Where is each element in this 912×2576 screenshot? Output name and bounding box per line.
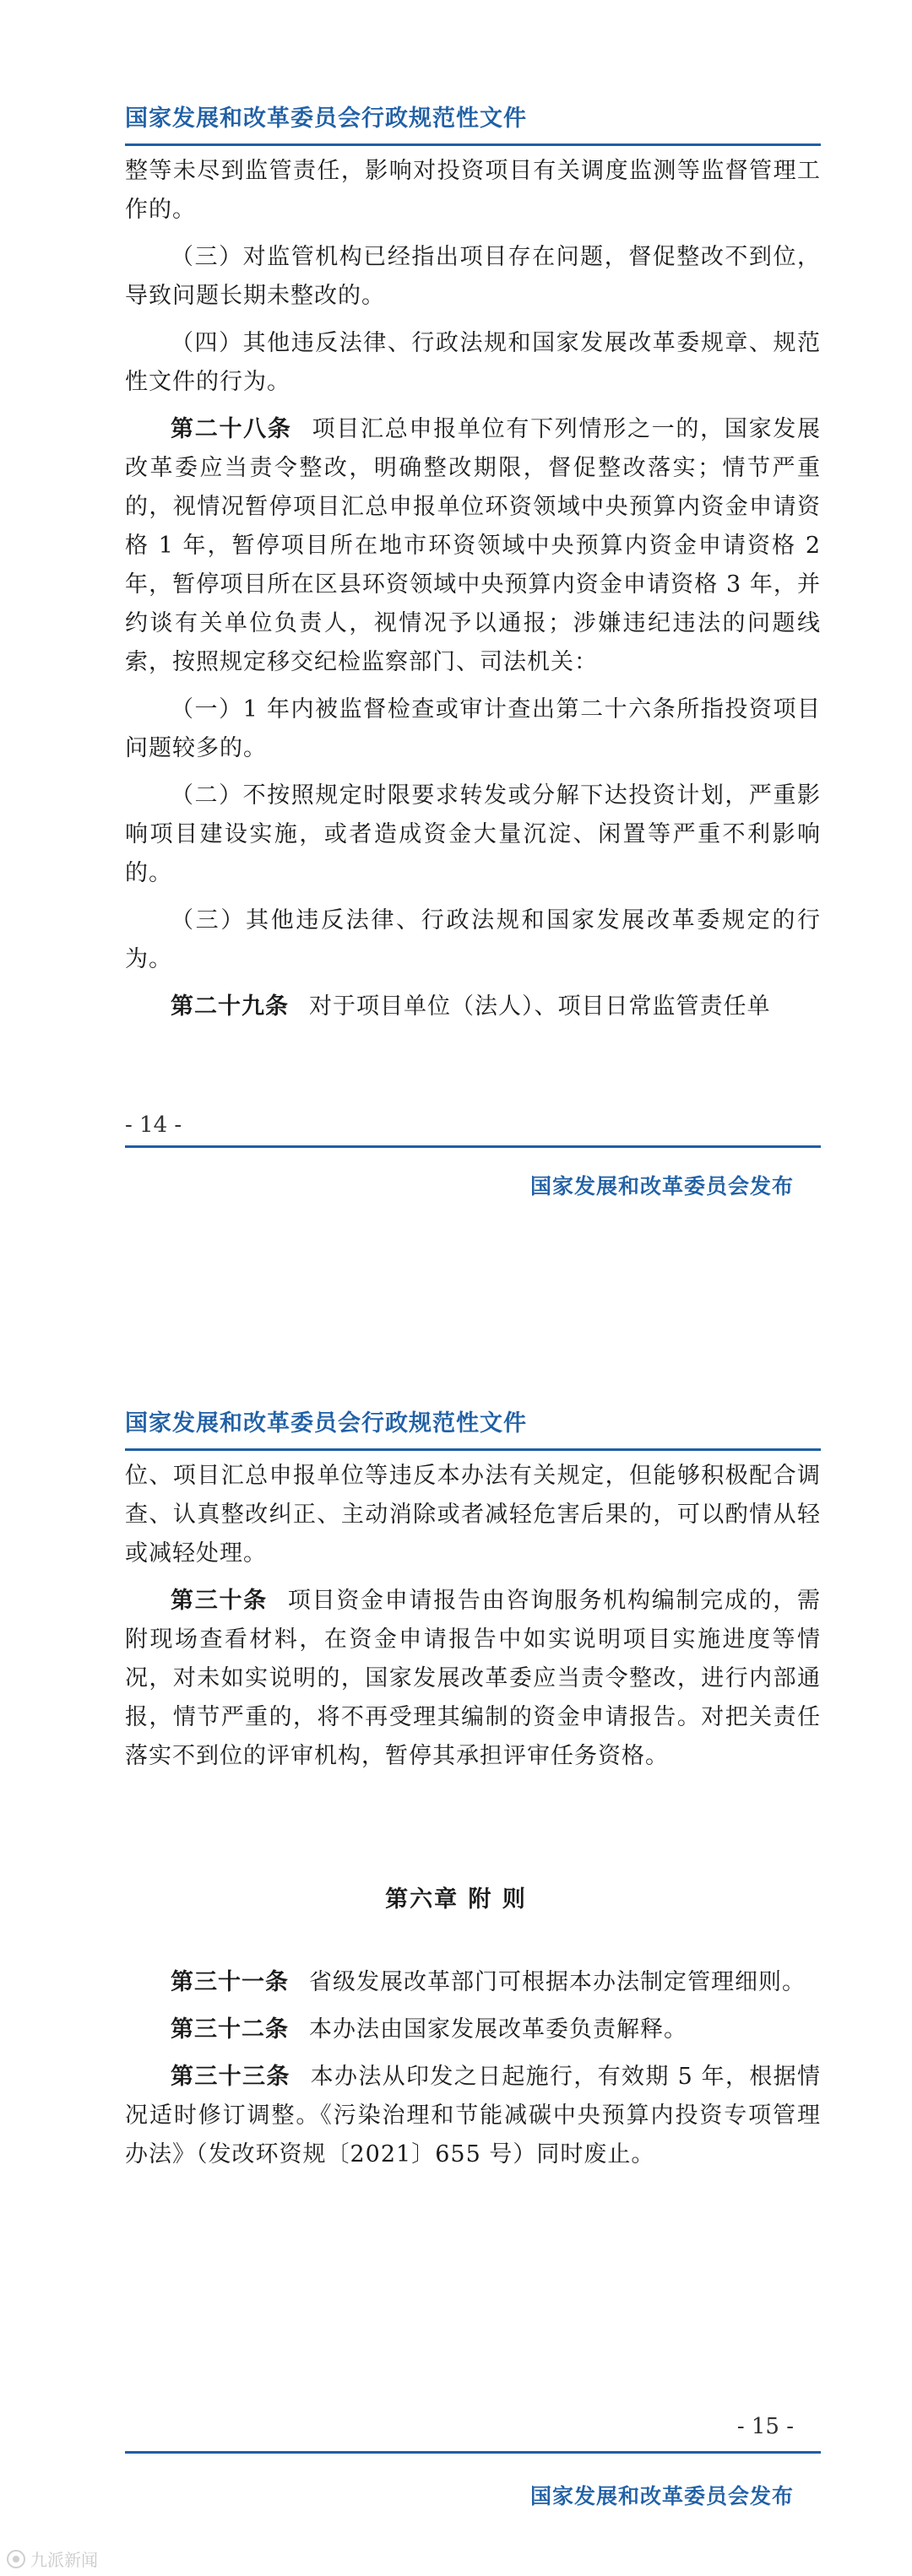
paragraph-text: （四）其他违反法律、行政法规和国家发展改革委规章、规范性文件的行为。	[125, 330, 821, 395]
page-header-title: 国家发展和改革委员会行政规范性文件	[125, 106, 527, 132]
paragraph	[125, 324, 821, 402]
watermark-text: 九派新闻	[30, 2550, 98, 2570]
paragraph	[125, 2010, 821, 2049]
paragraph-text: 整等未尽到监管责任，影响对投资项目有关调度监测等监督管理工作的。	[125, 158, 821, 223]
article-number: 第三十三条	[171, 2064, 290, 2090]
paragraph	[125, 2058, 821, 2174]
paragraph-text: 省级发展改革部门可根据本办法制定管理细则。	[309, 1969, 806, 1995]
paragraph-text: 项目资金申请报告由咨询服务机构编制完成的，需附现场查看材料，在资金申请报告中如实说明项目实施进度等情况，对未如实说明的，国家发展改革委应当责令整改，进行内部通报，情节严重的，将不再受理其编制的资金申请报告。对把关责任落实不到位的评审机构，暂停其承担评审任务资格。	[125, 1588, 822, 1769]
footer-rule	[125, 1145, 821, 1148]
watermark	[7, 2546, 98, 2571]
paragraph-text: （二）不按照规定时限要求转发或分解下达投资计划，严重影响项目建设实施，或者造成资金大量沉淀、闲置等严重不利影响的。	[125, 782, 821, 886]
paragraph	[125, 1963, 821, 2002]
header-rule	[125, 143, 821, 146]
article-number: 第二十九条	[171, 993, 289, 1020]
footer-rule	[125, 2451, 821, 2454]
page-body-continued	[125, 1963, 821, 2183]
page-header-title: 国家发展和改革委员会行政规范性文件	[125, 1410, 527, 1437]
page-body	[125, 1457, 821, 1784]
paragraph	[125, 690, 821, 768]
article-number: 第二十八条	[171, 416, 292, 442]
article-number: 第三十条	[171, 1588, 268, 1614]
paragraph-text: （三）其他违反法律、行政法规和国家发展改革委规定的行为。	[125, 907, 821, 972]
header-rule	[125, 1448, 821, 1451]
paragraph-text: 对于项目单位（法人）、项目日常监管责任单	[309, 993, 771, 1020]
footer-publisher: 国家发展和改革委员会发布	[529, 1174, 794, 1199]
paragraph	[125, 1582, 821, 1776]
page-number: - 14 -	[125, 1112, 182, 1138]
paragraph	[125, 152, 821, 230]
paragraph-text: 本办法从印发之日起施行，有效期 5 年，根据情况适时修订调整。《污染治理和节能减碳中央预算内投资专项管理办法》（发改环资规〔2021〕655 号）同时废止。	[125, 2064, 822, 2167]
chapter-heading: 第六章 附 则	[385, 1886, 527, 1913]
paragraph-text: 本办法由国家发展改革委负责解释。	[309, 2016, 687, 2043]
article-number: 第三十二条	[171, 2016, 289, 2043]
page-body	[125, 152, 821, 1035]
paragraph	[125, 777, 821, 893]
article-number: 第三十一条	[171, 1969, 289, 1995]
paragraph	[125, 1457, 821, 1573]
page-number: - 15 -	[736, 2414, 794, 2439]
paragraph	[125, 410, 821, 682]
paragraph-text: （三）对监管机构已经指出项目存在问题，督促整改不到位，导致问题长期未整改的。	[125, 244, 821, 309]
paragraph	[125, 901, 821, 979]
paragraph-text: 项目汇总申报单位有下列情形之一的，国家发展改革委应当责令整改，明确整改期限，督促整改落实；情节严重的，视情况暂停项目汇总申报单位环资领域中央预算内资金申请资格 1 年，暂停项目所在地市环资领域中央预算内资金申请资格 2 年，暂停项目所在区县环资领域中央预算内资金申请资格 3 年，并约谈有关单位负责人，视情况予以通报；涉嫌违纪违法的问题线索，按照规定移交纪检监察部门、司法机关：	[125, 416, 822, 675]
paragraph	[125, 988, 821, 1026]
paragraph	[125, 238, 821, 316]
footer-publisher: 国家发展和改革委员会发布	[529, 2484, 794, 2508]
watermark-icon	[7, 2550, 25, 2568]
paragraph-text: 位、项目汇总申报单位等违反本办法有关规定，但能够积极配合调查、认真整改纠正、主动消除或者减轻危害后果的，可以酌情从轻或减轻处理。	[125, 1463, 821, 1567]
paragraph-text: （一）1 年内被监督检查或审计查出第二十六条所指投资项目问题较多的。	[125, 696, 821, 761]
